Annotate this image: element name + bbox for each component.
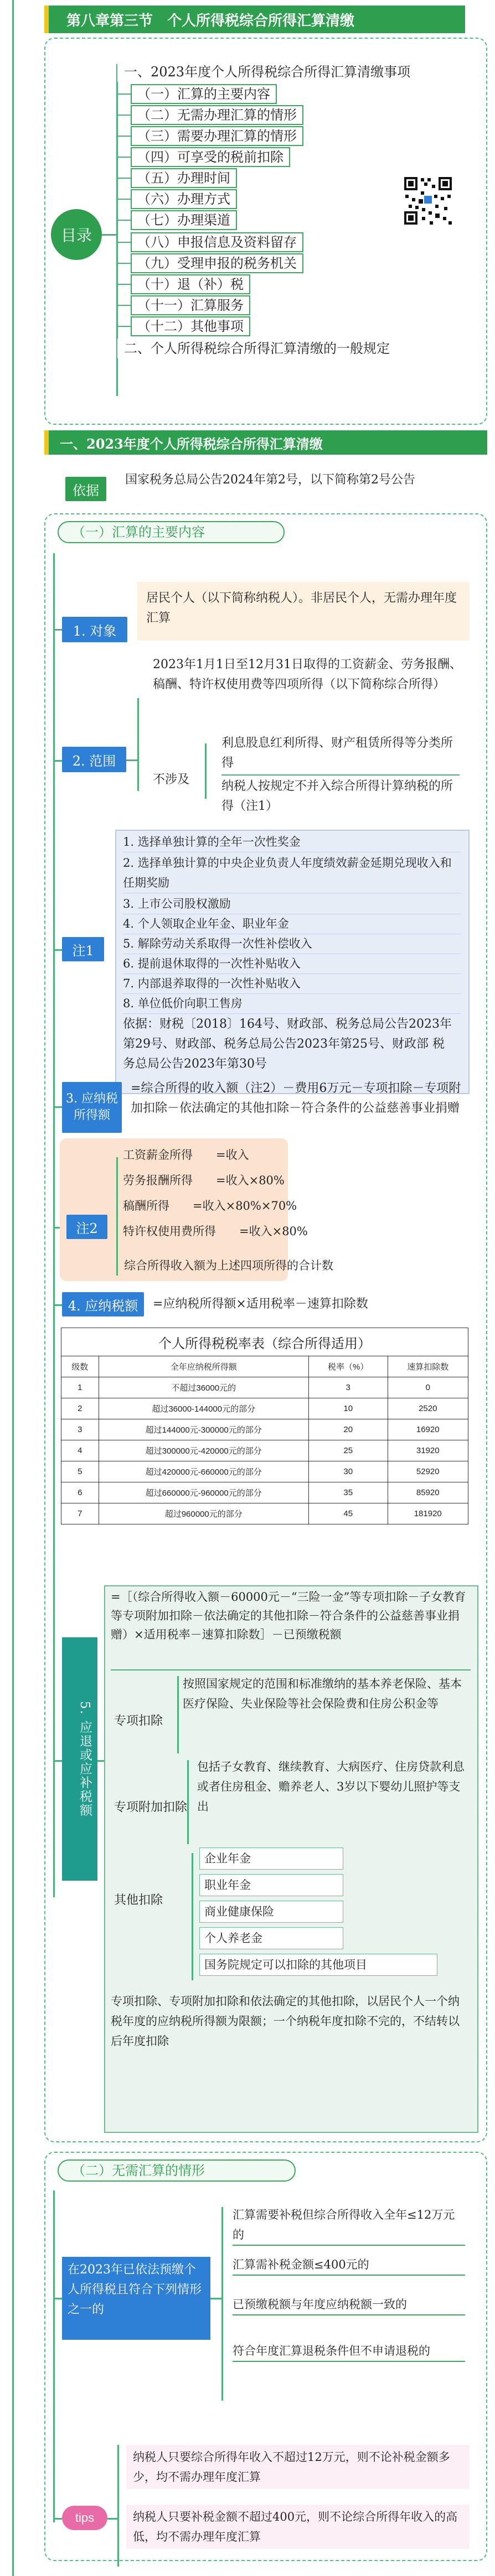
addl-text: 包括子女教育、继续教育、大病医疗、住房贷款利息或者住房租金、赡养老人、3岁以下婴幼儿照护等支出	[197, 1760, 465, 1813]
other-item: 职业年金	[199, 1874, 343, 1896]
toc-item[interactable]: （十）退（补）税	[131, 274, 250, 294]
tips-tag: tips	[62, 2506, 107, 2530]
table-cell: 25	[308, 1440, 388, 1461]
toc-item[interactable]: （九）受理申报的税务机关	[131, 253, 303, 273]
sub2-header: （二）无需汇算的情形	[58, 2159, 296, 2182]
tips-item: 纳税人只要补税金额不超过400元，则不论综合所得年收入的高低，均不需办理年度汇算	[126, 2505, 470, 2549]
table-row	[61, 1419, 468, 1440]
other-label: 其他扣除	[114, 1893, 163, 1907]
page-title: 第八章第三节 个人所得税综合所得汇算清缴	[66, 12, 355, 29]
table-cell: 0	[388, 1377, 468, 1398]
toc-item[interactable]: （二）无需办理汇算的情形	[131, 105, 303, 125]
page-header	[44, 6, 465, 33]
note1-item: 1. 选择单独计算的全年一次性奖金	[123, 832, 461, 852]
scope-excl2: 纳税人按规定不并入综合所得计算纳税的所得（注1）	[221, 779, 453, 813]
section1-title: 一、2023年度个人所得税综合所得汇算清缴	[60, 435, 323, 452]
note1-item: 3. 上市公司股权激励	[123, 894, 461, 914]
tax-table-title: 个人所得税税率表（综合所得适用）	[61, 1328, 468, 1356]
toc-item[interactable]: 二、个人所得税综合所得汇算清缴的一般规定	[117, 339, 396, 358]
qr-code	[402, 175, 454, 227]
toc-item[interactable]: （六）办理方式	[131, 189, 237, 209]
tax-table-header-cell: 税率（%）	[308, 1356, 388, 1377]
toc-item[interactable]: （十二）其他事项	[131, 316, 250, 336]
table-cell: 超过300000元-420000元的部分	[99, 1440, 308, 1461]
item5-tag: 5. 应退或应补税额	[62, 1637, 97, 1881]
section1-header	[44, 430, 487, 455]
basis-tag: 依据	[65, 477, 106, 501]
income3-tag: 3. 应纳税所得额	[62, 1082, 122, 1133]
sub2-item: 已预缴税额与年度应纳税额一致的	[233, 2294, 465, 2315]
table-cell: 超过36000-144000元的部分	[99, 1398, 308, 1419]
table-cell: 52920	[388, 1461, 468, 1482]
toc-item[interactable]: 一、2023年度个人所得税综合所得汇算清缴事项	[117, 62, 417, 82]
note2-row: 工资薪金所得 =收入	[123, 1148, 249, 1162]
tax-table-header-cell: 速算扣除数	[388, 1356, 468, 1377]
scope-main: 2023年1月1日至12月31日取得的工资薪金、劳务报酬、稿酬、特许权使用费等四项所得（以下简称综合所得）	[153, 658, 462, 691]
table-cell: 5	[61, 1461, 99, 1482]
toc-label[interactable]: 目录	[51, 209, 102, 260]
sub1-header: （一）汇算的主要内容	[58, 521, 285, 543]
sub2-item: 汇算需要补税但综合所得收入全年≤12万元的	[233, 2205, 465, 2246]
other-item: 企业年金	[199, 1848, 343, 1870]
table-cell: 31920	[388, 1440, 468, 1461]
tax-table-header-cell: 全年应纳税所得额	[99, 1356, 308, 1377]
note1-tag: 注1	[62, 937, 104, 961]
toc-item[interactable]: （一）汇算的主要内容	[131, 84, 277, 104]
table-cell: 35	[308, 1482, 388, 1503]
toc-item[interactable]: （十一）汇算服务	[131, 295, 250, 315]
table-cell: 10	[308, 1398, 388, 1419]
note1-item: 2. 选择单独计算的中央企业负责人年度绩效薪金延期兑现收入和任期奖励	[123, 853, 461, 893]
object-box: 居民个人（以下简称纳税人）。非居民个人，无需办理年度汇算	[137, 582, 470, 641]
table-cell: 3	[61, 1419, 99, 1440]
scope-excl1: 利息股息红利所得、财产租赁所得等分类所得	[221, 736, 453, 770]
object-tag: 1. 对象	[62, 617, 127, 642]
note2-summary: 综合所得收入额为上述四项所得的合计数	[124, 1259, 333, 1272]
note1-item: 5. 解除劳动关系取得一次性补偿收入	[123, 934, 461, 954]
other-item: 商业健康保险	[199, 1901, 343, 1923]
note1-item: 4. 个人领取企业年金、职业年金	[123, 914, 461, 934]
tax-table-wrap	[61, 1328, 468, 1524]
table-row	[61, 1482, 468, 1503]
item5-note: 专项扣除、专项附加扣除和依法确定的其他扣除，以居民个人一个纳税年度的应纳税所得额为限额；一个纳税年度扣除不完的，不结转以后年度扣除	[111, 1995, 460, 2048]
table-cell: 不超过36000元的	[99, 1377, 308, 1398]
note1-item: 8. 单位低价向职工售房	[123, 993, 461, 1014]
table-cell: 7	[61, 1503, 99, 1524]
table-cell: 181920	[388, 1503, 468, 1524]
table-cell: 超过960000元的部分	[99, 1503, 308, 1524]
table-cell: 30	[308, 1461, 388, 1482]
other-item: 个人养老金	[199, 1927, 343, 1949]
scope-tag: 2. 范围	[62, 747, 126, 772]
tax-table-header	[61, 1356, 468, 1377]
income3-text: =综合所得的收入额（注2）－费用6万元－专项扣除－专项附加扣除－依法确定的其他扣除－符合条件的公益慈善事业捐赠	[131, 1081, 461, 1115]
table-cell: 3	[308, 1377, 388, 1398]
toc-item[interactable]: （八）申报信息及资料留存	[131, 232, 303, 252]
tax4-tag: 4. 应纳税额	[62, 1292, 144, 1316]
special-text: 按照国家规定的范围和标准缴纳的基本养老保险、基本医疗保险、失业保险等社会保险费和住房公积金等	[183, 1677, 462, 1710]
table-cell: 4	[61, 1440, 99, 1461]
table-cell: 16920	[388, 1419, 468, 1440]
toc-item[interactable]: （四）可享受的税前扣除	[131, 147, 290, 167]
table-row	[61, 1377, 468, 1398]
note2-row: 稿酬所得 =收入×80%×70%	[123, 1199, 297, 1212]
table-cell: 超过144000元-300000元的部分	[99, 1419, 308, 1440]
toc-item[interactable]: （五）办理时间	[131, 168, 237, 188]
sub2-item: 汇算需补税金额≤400元的	[233, 2255, 465, 2276]
table-row	[61, 1461, 468, 1482]
table-row	[61, 1440, 468, 1461]
note2-row: 劳务报酬所得 =收入×80%	[123, 1174, 285, 1187]
scope-excl-label: 不涉及	[153, 773, 190, 787]
note1-item: 6. 提前退休取得的一次性补贴收入	[123, 954, 461, 974]
toc-item[interactable]: （七）办理渠道	[131, 210, 237, 230]
special-label: 专项扣除	[114, 1714, 163, 1728]
sub2-tag: 在2023年已依法预缴个人所得税且符合下列情形之一的	[62, 2257, 210, 2340]
item5-formula: =［（综合所得收入额－60000元－“三险一金”等专项扣除－子女教育等专项附加扣除－依法确定的其他扣除－符合条件的公益慈善事业捐赠）×适用税率－速算扣除数］－已预缴税额	[111, 1590, 466, 1641]
sub2-item: 符合年度汇算退税条件但不申请退税的	[233, 2341, 465, 2362]
tax-table-header-cell: 级数	[61, 1356, 99, 1377]
toc-item[interactable]: （三）需要办理汇算的情形	[131, 126, 303, 146]
table-row	[61, 1503, 468, 1524]
table-cell: 6	[61, 1482, 99, 1503]
table-row	[61, 1398, 468, 1419]
table-cell: 2520	[388, 1398, 468, 1419]
addl-label: 专项附加扣除	[114, 1800, 188, 1814]
table-cell: 20	[308, 1419, 388, 1440]
note1-basis: 依据：财税〔2018〕164号、财政部、税务总局公告2023年第29号、财政部、税务总局公告2023年第25号、财政部 税务总局公告2023年第30号	[123, 1017, 452, 1071]
tips-item: 纳税人只要综合所得年收入不超过12万元，则不论补税金额多少，均不需办理年度汇算	[126, 2445, 470, 2489]
tax-table-body	[61, 1377, 468, 1524]
basis-text: 国家税务总局公告2024年第2号，以下简称第2号公告	[125, 473, 415, 487]
note1-item: 7. 内部退养取得的一次性补贴收入	[123, 974, 461, 994]
table-cell: 超过660000元-960000元的部分	[99, 1482, 308, 1503]
table-cell: 超过420000元-660000元的部分	[99, 1461, 308, 1482]
table-cell: 45	[308, 1503, 388, 1524]
note2-tag: 注2	[66, 1215, 107, 1239]
table-cell: 2	[61, 1398, 99, 1419]
note2-row: 特许权使用费所得 =收入×80%	[123, 1225, 308, 1238]
table-cell: 85920	[388, 1482, 468, 1503]
tax4-text: =应纳税所得额×适用税率－速算扣除数	[153, 1297, 368, 1311]
other-item: 国务院规定可以扣除的其他项目	[199, 1954, 437, 1976]
table-cell: 1	[61, 1377, 99, 1398]
